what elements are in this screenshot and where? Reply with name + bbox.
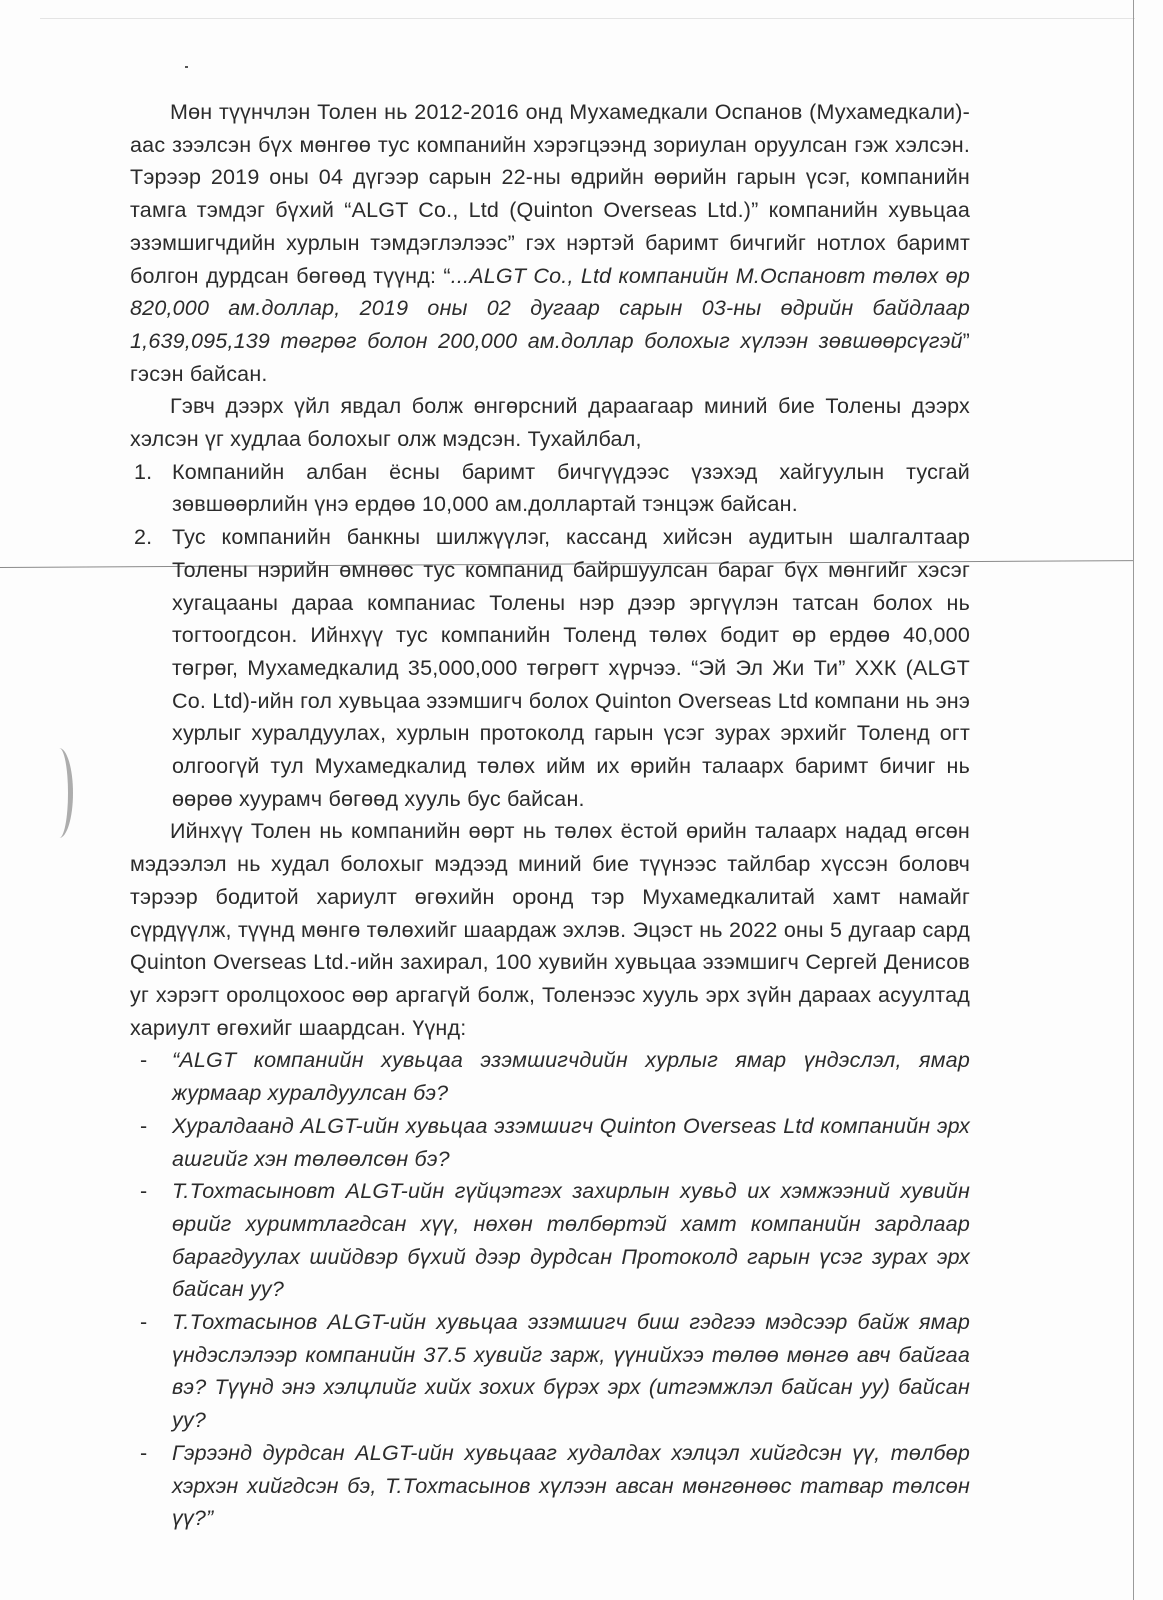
question-item — [130, 1306, 970, 1437]
question-item — [130, 1110, 970, 1175]
question-text: Гэрээнд дурдсан ALGT-ийн хувьцааг худалдах хэлцэл хийгдсэн үү, төлбөр хэрхэн хийгдсэн бэ, Т.Тохтасынов хүлээн авсан мөнгөнөөс татвар төлсөн үү?” — [172, 1440, 970, 1531]
paragraph-1 — [130, 96, 970, 390]
dash-bullet: - — [140, 1179, 148, 1204]
page-top-edge — [40, 18, 1135, 19]
binder-hole-shadow — [50, 748, 73, 838]
question-item — [130, 1437, 970, 1535]
quote-italic: ...ALGT Co., Ltd компанийн М.Оспановт төлөх өр 820,000 ам.доллар, 2019 оны 02 дугаар сарын 03-ны өдрийн байдлаар 1,639,095,139 төгрөг болон 200,000 ам.доллар болохыг хүлээн зөвшөөрсүгэй — [130, 263, 970, 353]
dash-bullet: - — [140, 1440, 148, 1465]
question-list — [130, 1044, 970, 1535]
question-item — [130, 1044, 970, 1109]
dash-bullet: - — [140, 1113, 148, 1138]
page-right-edge — [1133, 0, 1134, 1600]
question-text: Т.Тохтасыновт ALGT-ийн гүйцэтгэх захирлын хувьд их хэмжээний хувийн өрийг хуримтлагдсан хүү, нөхөн төлбөртэй хамт компанийн зардлаар барагдуулах шийдвэр бүхий дээр дурдсан Протоколд гарын үсэг зурах эрх байсан уу? — [172, 1179, 970, 1302]
dash-bullet: - — [140, 1310, 148, 1335]
question-item — [130, 1175, 970, 1306]
list-number: 2. — [134, 525, 153, 550]
dash-bullet: - — [140, 1048, 148, 1073]
paragraph-2: Гэвч дээрх үйл явдал болж өнгөрсний дараагаар миний бие Толены дээрх хэлсэн үг худлаа болохыг олж мэдсэн. Тухайлбал, — [130, 394, 970, 452]
question-text: “ALGT компанийн хувьцаа эзэмшигчдийн хурлыг ямар үндэслэл, ямар журмаар хуралдуулсан бэ? — [172, 1048, 970, 1106]
document-body — [130, 96, 970, 1535]
scan-speck — [185, 66, 188, 68]
list-item — [130, 521, 970, 815]
quote-tail: ” гэсэн байсан. — [130, 328, 970, 386]
question-text: Т.Тохтасынов ALGT-ийн хувьцаа эзэмшигч биш гэдгээ мэдсээр байж ямар үндэслэлээр компанийн 37.5 хувийг зарж, үүнийхээ төлөө мөнгө авч байгаа вэ? Түүнд энэ хэлцлийг хийх зохих бүрэх эрх (итгэмжлэл байсан уу) байсан уу? — [172, 1310, 970, 1433]
paragraph-1-text: Мөн түүнчлэн Толен нь 2012-2016 онд Мухамедкали Оспанов (Мухамедкали)-аас зээлсэн бүх мөнгөө тус компанийн хэрэгцээнд зориулан оруулсан гэж хэлсэн. Тэрээр 2019 оны 04 дүгээр сарын 22-ны өдрийн өөрийн гарын үсэг, компанийн тамга тэмдэг бүхий “ALGT Co., Ltd (Quinton Overseas Ltd.)” компанийн хувьцаа эзэмшигчдийн хурлын тэмдэглэлээс” гэх нэртэй баримт бичгийг нотлох баримт болгон дурдсан бөгөөд түүнд: “ — [130, 100, 970, 288]
numbered-list — [130, 456, 970, 816]
question-text: Хуралдаанд ALGT-ийн хувьцаа эзэмшигч Quinton Overseas Ltd компанийн эрх ашгийг хэн төлөөлсөн бэ? — [172, 1113, 970, 1171]
list-item-text: Тус компанийн банкны шилжүүлэг, кассанд хийсэн аудитын шалгалтаар Толены нэрийн өмнөөс тус компанид байршуулсан бараг бүх мөнгийг хэсэг хугацааны дараа компаниас Толены нэр дээр эргүүлэн татсан болох нь тогтоогдсон. Ийнхүү тус компанийн Толенд төлөх бодит өр ердөө 40,000 төгрөг, Мухамедкалид 35,000,000 төгрөгт хүрчээ. “Эй Эл Жи Ти” ХХК (ALGT Co. Ltd)-ийн гол хувьцаа эзэмшигч болох Quinton Overseas Ltd компани нь энэ хурлыг хуралдуулах, хурлын протоколд гарын үсэг зурах эрхийг Толенд огт олгоогүй тул Мухамедкалид төлөх ийм их өрийн талаарх баримт бичиг нь өөрөө хуурамч бөгөөд хууль бус байсан. — [172, 525, 970, 811]
paragraph-3: Ийнхүү Толен нь компанийн өөрт нь төлөх ёстой өрийн талаарх надад өгсөн мэдээлэл нь худал болохыг мэдээд миний бие түүнээс тайлбар хүссэн боловч тэрээр бодитой хариулт өгөхийн оронд тэр Мухамедкалитай хамт намайг сүрдүүлж, түүнд мөнгө төлөхийг шаардаж эхлэв. Эцэст нь 2022 оны 5 дугаар сард Quinton Overseas Ltd.-ийн захирал, 100 хувийн хувьцаа эзэмшигч Сергей Денисов уг хэрэгт оролцохоос өөр аргагүй болж, Толенээс хууль эрх зүйн дараах асуултад хариулт өгөхийг шаардсан. Үүнд: — [130, 819, 970, 1040]
list-item — [130, 456, 970, 521]
list-item-text: Компанийн албан ёсны баримт бичгүүдээс үзэхэд хайгуулын тусгай зөвшөөрлийн үнэ ердөө 10,000 ам.доллартай тэнцэж байсан. — [172, 459, 970, 517]
list-number: 1. — [134, 459, 153, 484]
